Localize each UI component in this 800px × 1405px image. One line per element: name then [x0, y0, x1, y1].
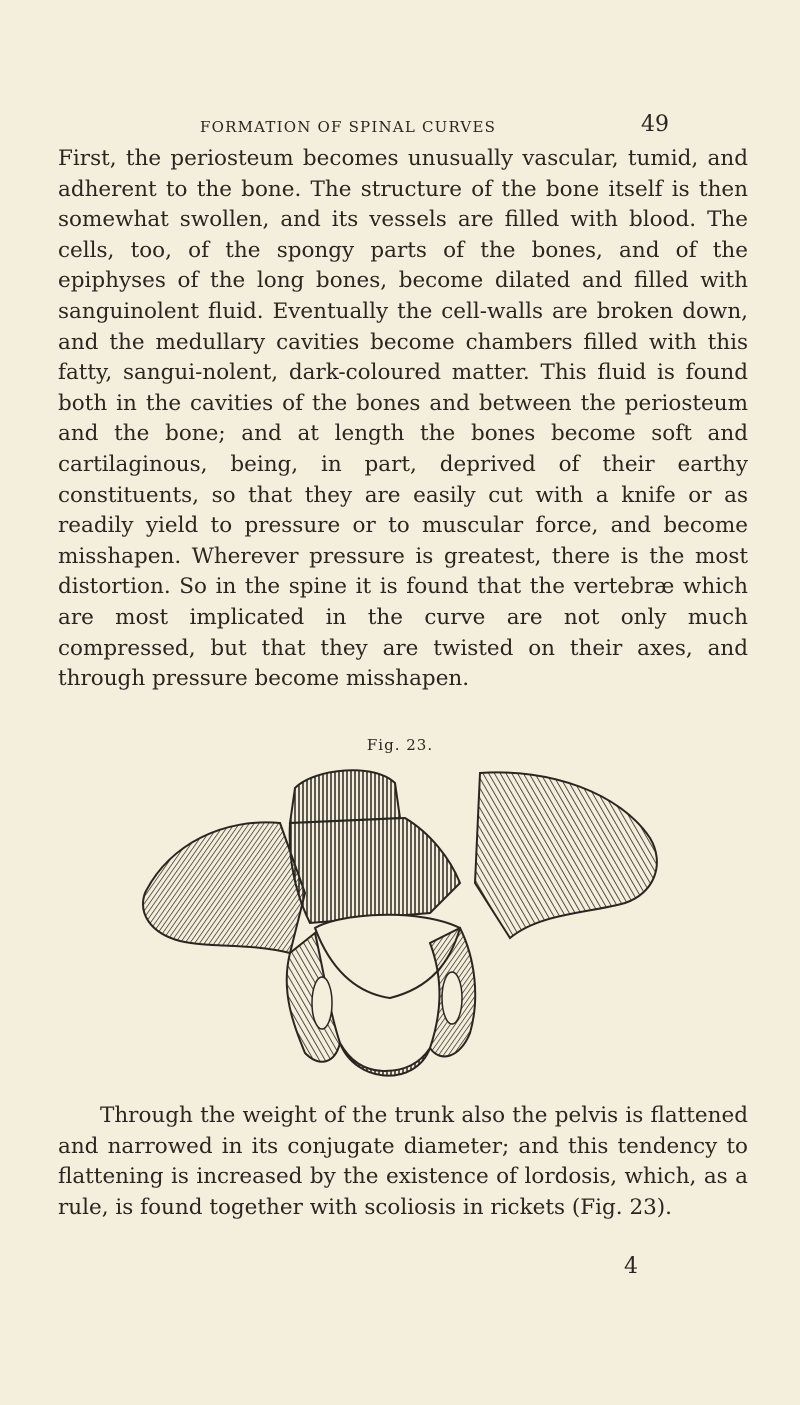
right-obturator-foramen — [442, 972, 462, 1024]
pubic-symphysis — [340, 1043, 430, 1076]
right-iliac-wing — [475, 772, 657, 938]
running-head — [0, 112, 800, 142]
page-number: 49 — [641, 112, 669, 137]
left-iliac-wing — [143, 822, 305, 953]
sacrum — [290, 818, 460, 923]
body-paragraph-2: Through the weight of the trunk also the pelvis is flattened and narrowed in its conjugate diameter; and this tendency to flattening is increased by the existence of lordosis, which, as a rule, is found together with scoliosis in rickets (Fig. 23). — [58, 1103, 748, 1220]
pelvis-illustration — [130, 763, 670, 1093]
signature-mark: 4 — [624, 1254, 638, 1279]
body-paragraph-1: First, the periosteum becomes unusually vascular, tumid, and adherent to the bone. The structure of the bone itself is then somewhat swollen, and its vessels are filled with blood. The cells, too, of the spongy parts of the bones, and of the epiphyses of the long bones, become dilated and filled with sanguinolent fluid. Eventually the cell-walls are broken down, and the medullary cavities become chambers filled with this fatty, sangui-nolent, dark-coloured matter. This fluid is found both in the cavities of the bones and between the periosteum and the bone; and at length the bones become soft and cartilaginous, being, in part, deprived of their earthy constituents, so that they are easily cut with a knife or as readily yield to pressure or to muscular force, and become misshapen. Wherever pressure is greatest, there is the most distortion. So in the spine it is found that the vertebræ which are most implicated in the curve are not only much compressed, but that they are twisted on their axes, and through pressure become misshapen. — [58, 146, 748, 692]
lumbar-vertebra — [290, 770, 400, 823]
figure-caption: Fig. 23. — [366, 736, 434, 754]
left-obturator-foramen — [312, 977, 332, 1029]
running-title: FORMATION OF SPINAL CURVES — [200, 118, 497, 136]
